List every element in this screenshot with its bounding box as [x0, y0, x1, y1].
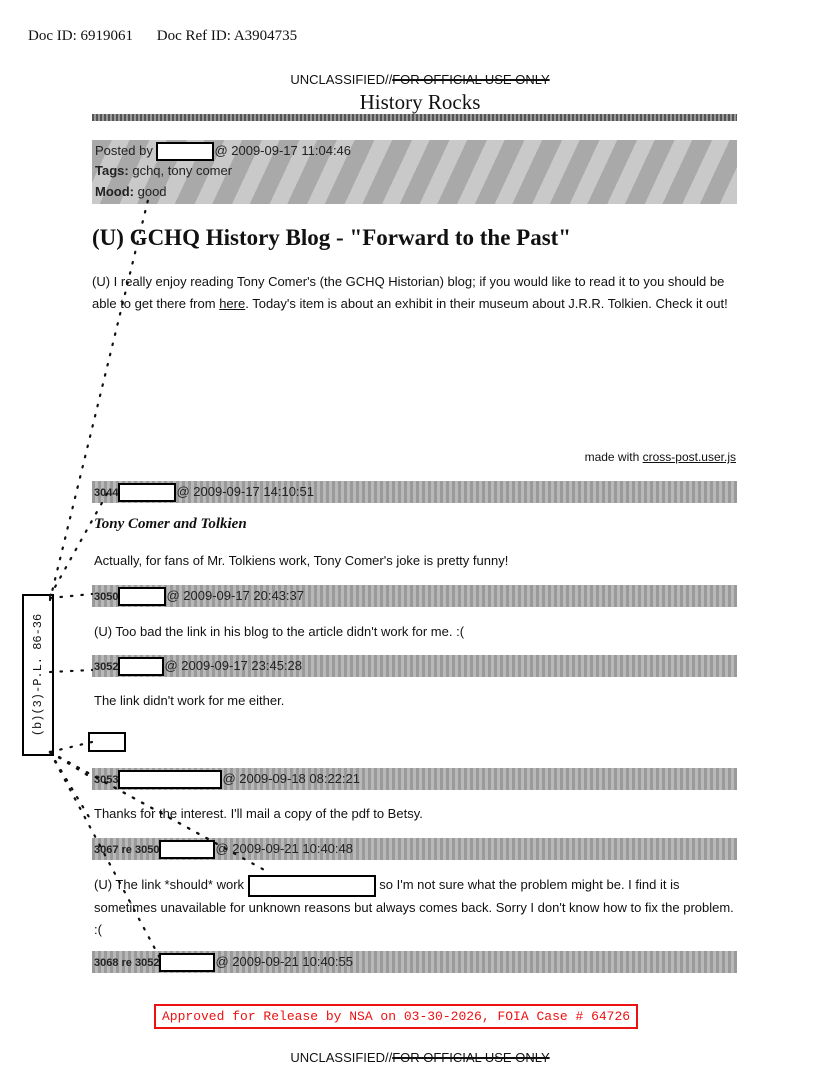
comment-timestamp: @ 2009-09-18 08:22:21 — [222, 770, 361, 786]
comment-timestamp: @ 2009-09-17 23:45:28 — [164, 657, 303, 673]
post-body: (U) I really enjoy reading Tony Comer's (the GCHQ Historian) blog; if you would like to read it to you should be able to get there from here. Today's item is about an exhibit in their museum about J.R.R. Tolkien. Check it out! — [92, 274, 728, 311]
comment-text: (U) The link *should* work so I'm not sure what the problem might be. I find it is sometimes unavailable for unknown reasons but always comes back. Sorry I don't know how to fix the problem. :( — [94, 874, 734, 941]
struck-marking: FOR OFFICIAL USE ONLY — [392, 72, 550, 87]
doc-ref-id: Doc Ref ID: A3904735 — [156, 28, 298, 44]
here-link[interactable]: here — [219, 296, 246, 311]
struck-marking: FOR OFFICIAL USE ONLY — [392, 1050, 550, 1065]
posted-by-line: Posted by @ 2009-09-17 11:04:46 — [95, 142, 351, 161]
comment-id: 3053 — [94, 773, 119, 786]
comment-id: 3068 re 3052 — [94, 956, 160, 969]
post-timestamp: @ 2009-09-17 11:04:46 — [214, 142, 352, 158]
doc-id: Doc ID: 6919061 — [28, 28, 133, 44]
classification-top: UNCLASSIFIED//FOR OFFICIAL USE ONLY — [290, 72, 550, 87]
blog-title: History Rocks — [359, 90, 481, 114]
comment-id: 3052 — [94, 660, 119, 673]
comment-timestamp: @ 2009-09-17 20:43:37 — [166, 587, 305, 603]
mood-line: Mood: good — [95, 184, 167, 199]
comment-text: Thanks for the interest. I'll mail a copy of the pdf to Betsy. — [94, 806, 423, 821]
comment-text: Actually, for fans of Mr. Tolkiens work, Tony Comer's joke is pretty funny! — [94, 553, 509, 568]
post-tags[interactable]: gchq, tony comer — [132, 163, 233, 178]
comment-timestamp: @ 2009-09-21 10:40:48 — [215, 840, 353, 856]
comment-id: 3050 — [94, 590, 119, 603]
release-stamp: Approved for Release by NSA on 03-30-2026, FOIA Case # 64726 — [154, 1004, 638, 1029]
classification-bottom: UNCLASSIFIED//FOR OFFICIAL USE ONLY — [290, 1050, 550, 1065]
exemption-code: (b)(3)-P.L. 86-36 — [31, 613, 45, 737]
comment-text: (U) Too bad the link in his blog to the article didn't work for me. :( — [94, 624, 465, 639]
tags-line: Tags: gchq, tony comer — [95, 163, 233, 178]
comment-timestamp: @ 2009-09-21 10:40:55 — [215, 953, 353, 969]
comment-id: 3067 re 3050 — [94, 843, 160, 856]
comment-id: 3044 — [94, 486, 119, 499]
cross-post-link[interactable]: cross-post.user.js — [642, 450, 736, 464]
post-title: (U) GCHQ History Blog - "Forward to the Past" — [92, 225, 572, 250]
comment-title: Tony Comer and Tolkien — [94, 516, 247, 532]
made-with-note: made with cross-post.user.js — [584, 450, 736, 464]
comment-text: The link didn't work for me either. — [94, 693, 285, 708]
post-mood: good — [137, 184, 167, 199]
comment-timestamp: @ 2009-09-17 14:10:51 — [176, 483, 315, 499]
